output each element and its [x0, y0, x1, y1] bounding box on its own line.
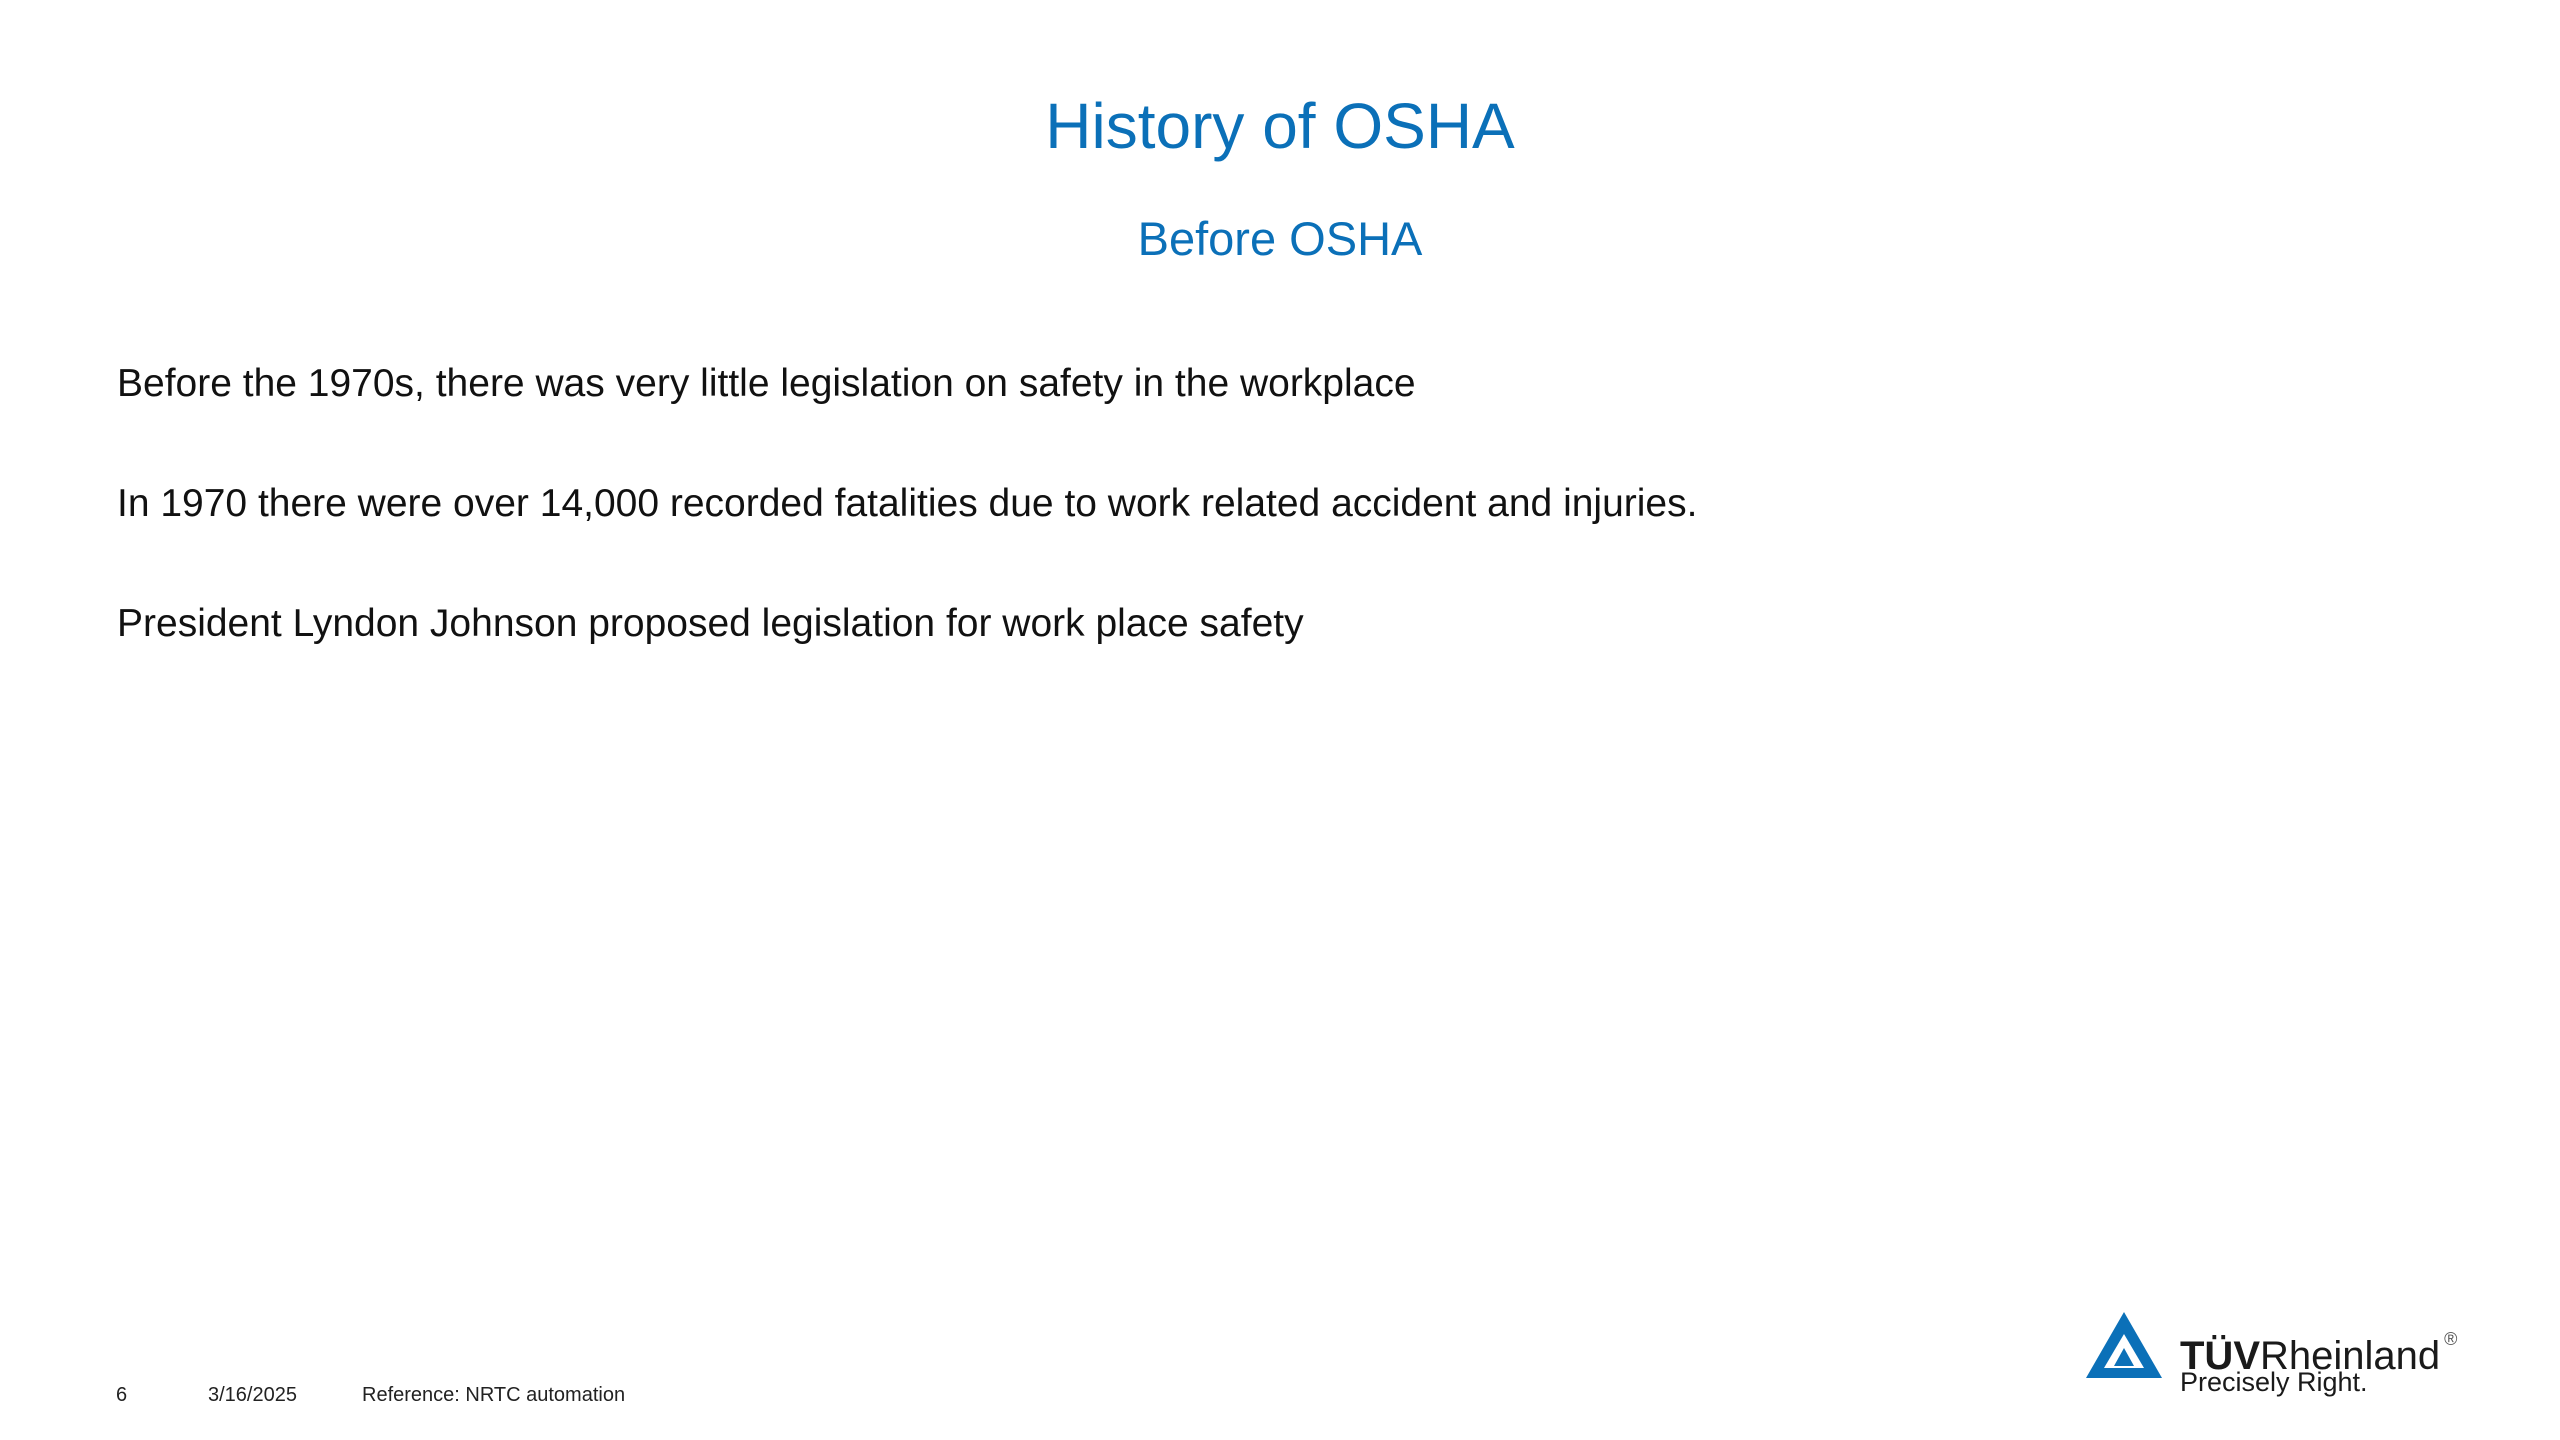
logo-brand-regular: Rheinland	[2260, 1334, 2441, 1378]
body-paragraph: In 1970 there were over 14,000 recorded fatalities due to work related accident and injuries.	[117, 482, 1698, 525]
page-number: 6	[116, 1384, 128, 1406]
body-paragraph: President Lyndon Johnson proposed legislation for work place safety	[117, 602, 1304, 645]
logo-brand-bold: TÜV	[2180, 1334, 2260, 1378]
triangle-logo-icon	[2084, 1310, 2164, 1380]
slide-title: History of OSHA	[1045, 90, 1515, 162]
footer-reference: Reference: NRTC automation	[362, 1384, 626, 1406]
body-text-list	[117, 358, 1697, 718]
slide-subtitle: Before OSHA	[1137, 212, 1423, 265]
body-paragraph: Before the 1970s, there was very little legislation on safety in the workplace	[117, 362, 1416, 405]
tuv-rheinland-logo	[2084, 1306, 2484, 1406]
slide-footer	[116, 1382, 625, 1408]
footer-date: 3/16/2025	[208, 1384, 297, 1406]
logo-tagline: Precisely Right.	[2180, 1367, 2368, 1397]
registered-mark: ®	[2444, 1329, 2458, 1349]
